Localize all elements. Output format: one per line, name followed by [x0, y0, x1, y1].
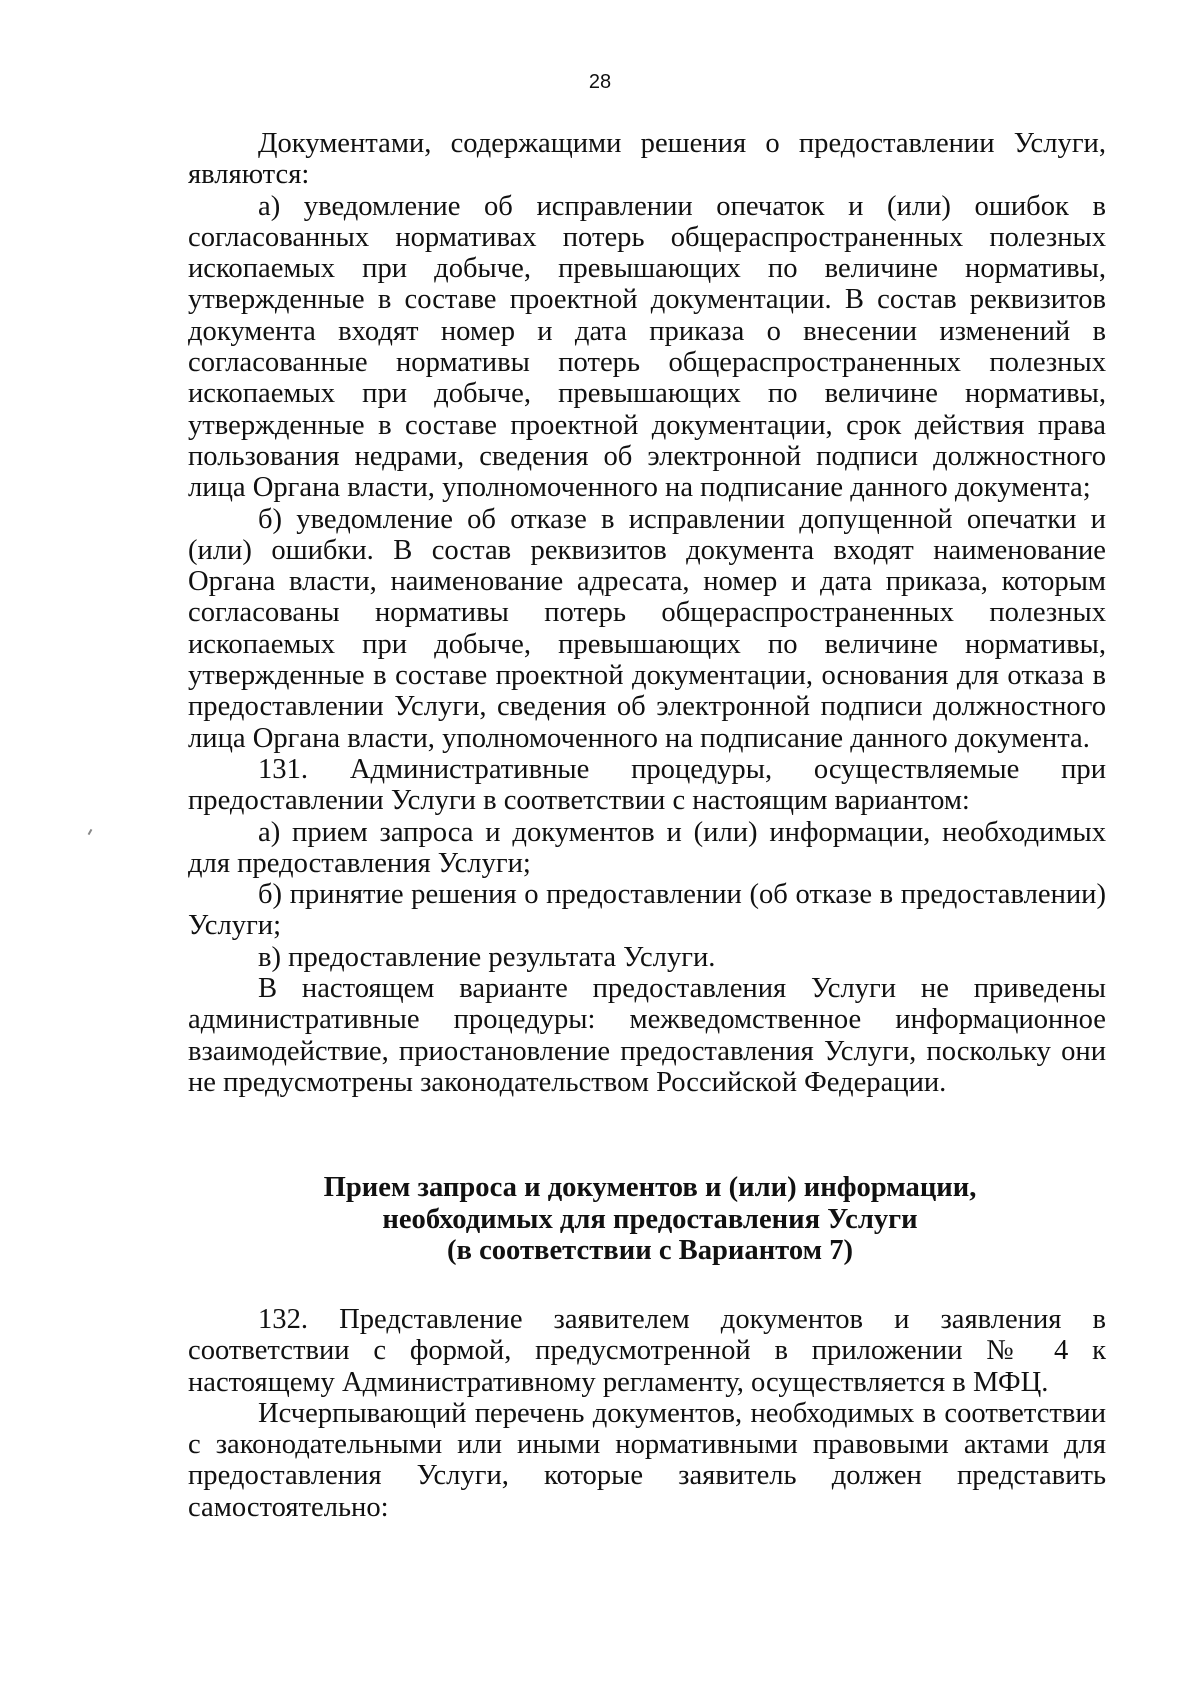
- paragraph-decision-documents: Документами, содержащими решения о предоставлении Услуги, являются:: [188, 128, 1106, 191]
- paragraph-item-a-notice: а) уведомление об исправлении опечаток и (или) ошибок в согласованных нормативах потерь общераспространенных полезных ископаемых при добыче, превышающих по величине нормативы, утвержденные в составе проектной документации. В состав реквизитов документа входят номер и дата приказа о внесении изменений в согласованные нормативы потерь общераспространенных полезных ископаемых при добыче, превышающих по величине нормативы, утвержденные в составе проектной документации, срок действия права пользования недрами, сведения об электронной подписи должностного лица Органа власти, уполномоченного на подписание данного документа;: [188, 190, 1106, 504]
- paragraph-item-b-refusal: б) уведомление об отказе в исправлении допущенной опечатки и (или) ошибки. В состав реквизитов документа входят наименование Органа власти, наименование адресата, номер и дата приказа, которым согласованы нормативы потерь общераспространенных полезных ископаемых при добыче, превышающих по величине нормативы, утвержденные в составе проектной документации, основания для отказа в предоставлении Услуги, сведения об электронной подписи должностного лица Органа власти, уполномоченного на подписание данного документа.: [188, 503, 1106, 754]
- paragraph-exhaustive-list: Исчерпывающий перечень документов, необходимых в соответствии с законодательными или иными нормативными правовыми актами для предоставления Услуги, которые заявитель должен представить самостоятельно:: [188, 1397, 1106, 1523]
- section-heading-line-3: (в соответствии с Вариантом 7): [446, 1235, 854, 1266]
- section-heading: [150, 1172, 1150, 1267]
- paragraph-not-listed-procedures: В настоящем варианте предоставления Услуги не приведены административные процедуры: межведомственное информационное взаимодействие, приостановление предоставления Услуги, поскольку они не предусмотрены законодательством Российской Федерации.: [188, 973, 1106, 1098]
- paragraph-procedure-b: б) принятие решения о предоставлении (об отказе в предоставлении) Услуги;: [188, 879, 1106, 942]
- lower-text-block: [188, 1304, 1106, 1523]
- page-number: 28: [588, 71, 612, 93]
- section-heading-line-2: необходимых для предоставления Услуги: [382, 1203, 918, 1235]
- upper-text-block: [188, 128, 1106, 1098]
- paragraph-131: 131. Административные процедуры, осуществляемые при предоставлении Услуги в соответствии с настоящим вариантом:: [188, 753, 1106, 817]
- paragraph-procedure-c: в) предоставление результата Услуги.: [258, 941, 716, 973]
- paragraph-procedure-a: а) прием запроса и документов и (или) информации, необходимых для предоставления Услуги;: [188, 816, 1106, 879]
- section-heading-line-1: Прием запроса и документов и (или) информации,: [323, 1172, 977, 1203]
- scan-speck: [88, 829, 93, 835]
- paragraph-132: 132. Представление заявителем документов и заявления в соответствии с формой, предусмотренной в приложении № 4 к настоящему Административному регламенту, осуществляется в МФЦ.: [188, 1304, 1106, 1398]
